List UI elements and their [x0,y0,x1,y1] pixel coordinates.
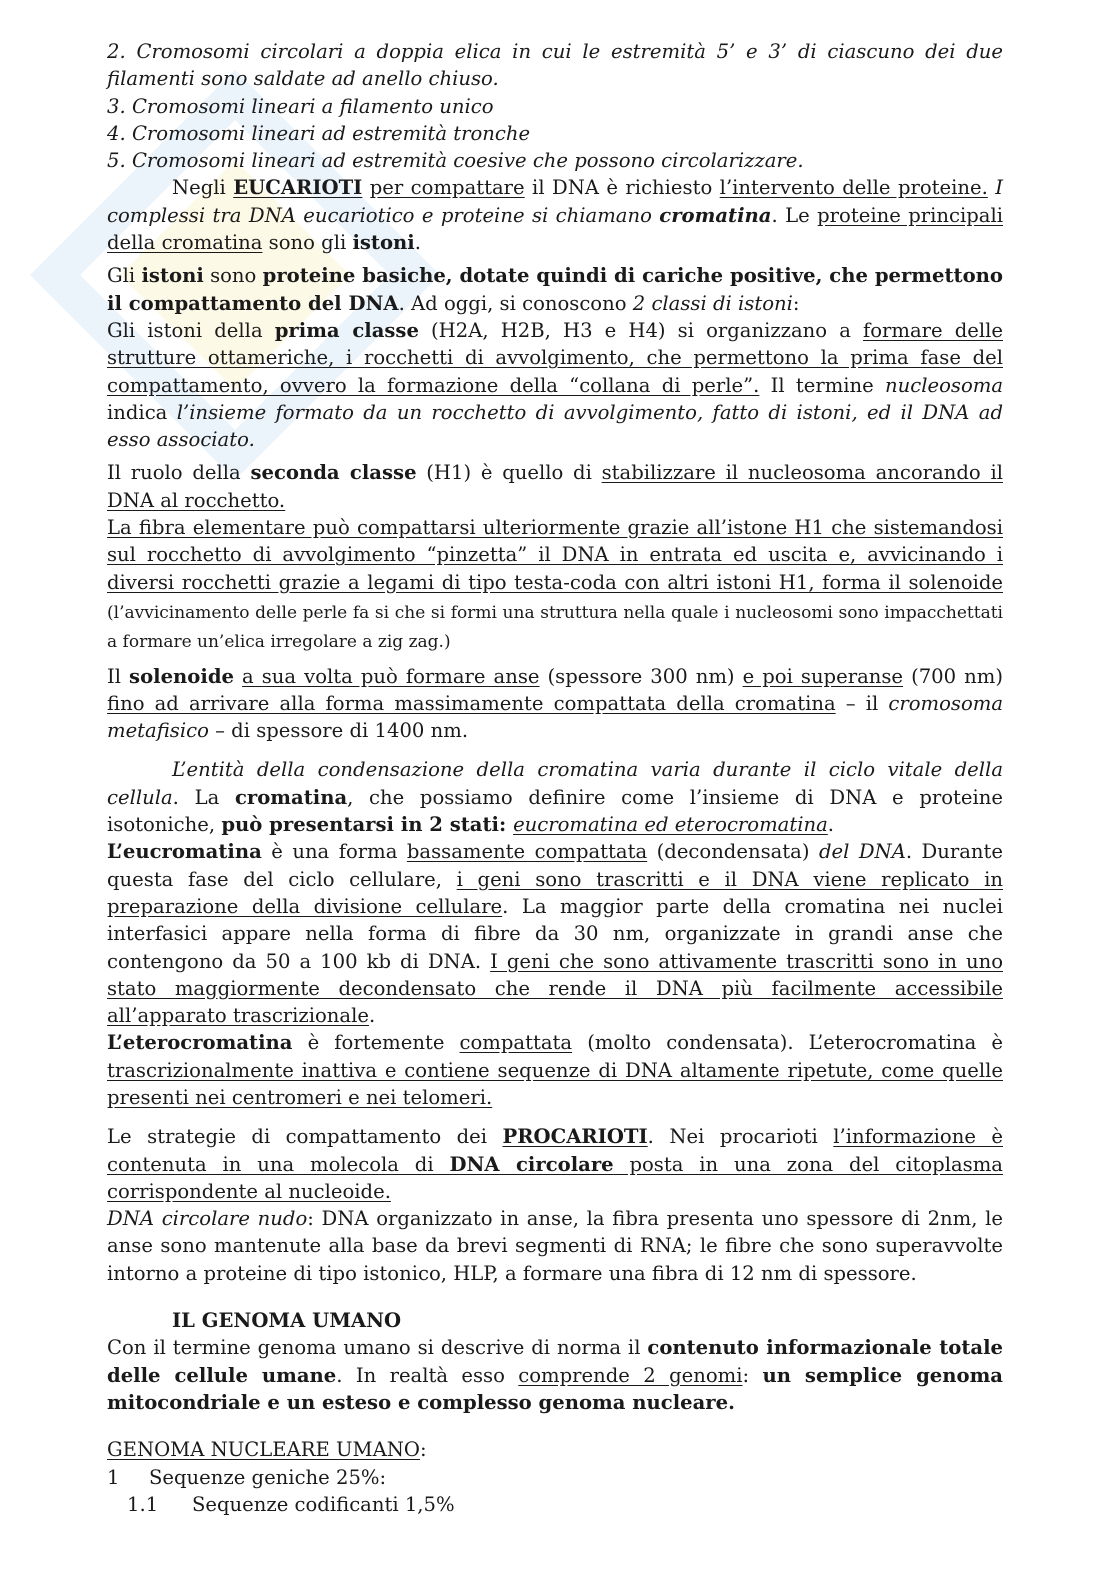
paragraph-solenoide: Il solenoide a sua volta può formare anse (spessore 300 nm) e poi superanse (700 nm) fino ad arrivare alla forma massimamente compattata della cromatina – il cromosoma metafisico – di spessore di 1400 nm. [107,664,1004,743]
paragraph-eterocromatina: L’eterocromatina è fortemente compattata (molto condensata). L’eterocromatina è trascrizionalmente inattiva e contiene sequenze di DNA altamente ripetute, come quelle presenti nei centromeri e nei telomeri. [107,1031,1003,1109]
subsection-heading: GENOMA NUCLEARE UMANO: [107,1438,427,1462]
list-item: 3. Cromosomi lineari a filamento unico [107,94,494,118]
paragraph-eucarioti: Negli EUCARIOTI per compattare il DNA è richiesto l’intervento delle proteine. I complessi tra DNA eucariotico e proteine si chiamano cromatina. Le proteine principali della cromatina sono gli istoni. [107,176,1003,255]
paragraph-seconda-classe: Il ruolo della seconda classe (H1) è quello di stabilizzare il nucleosoma ancorando il DNA al rocchetto. [107,461,1003,512]
paragraph-dna-nudo: DNA circolare nudo: DNA organizzato in anse, la fibra presenta uno spessore di 2nm, le anse sono mantenute alla base da brevi segmenti di RNA; le fibre che sono superavvolte intorno a proteine di tipo istonico, HLP, a formare una fibra di 12 nm di spessore. [107,1207,1004,1285]
list-item: 1 Sequenze geniche 25%: [107,1465,387,1489]
list-item: 5. Cromosomi lineari ad estremità coesive che possono circolarizzare. [107,149,804,173]
paragraph-prima-classe: Gli istoni della prima classe (H2A, H2B, H3 e H4) si organizzano a formare delle strutture ottameriche, i rocchetti di avvolgimento, che permettono la prima fase del compattamento, ovvero la formazione della “collana di perle”. Il termine nucleosoma indica l’insieme formato da un rocchetto di avvolgimento, fatto di istoni, ed il DNA ad esso associato. [107,318,1004,452]
list-item: 4. Cromosomi lineari ad estremità tronche [107,121,531,145]
paragraph-eucromatina: L’eucromatina è una forma bassamente compattata (decondensata) del DNA. Durante questa fase del ciclo cellulare, i geni sono trascritti e il DNA viene replicato in preparazione della divisione cellulare. La maggior parte della cromatina nei nuclei interfasici appare nella forma di fibre da 30 nm, organizzate in grandi anse che contengono da 50 a 100 kb di DNA. I geni che sono attivamente trascritti sono in uno stato maggiormente decondensato che rende il DNA più facilmente accessibile all’apparato trascrizionale. [107,840,1004,1028]
paragraph-fibra: La fibra elementare può compattarsi ulteriormente grazie all’istone H1 che sistemandosi sul rocchetto di avvolgimento “pinzetta” il DNA in entrata ed uscita e, avvicinando i diversi rocchetti grazie a legami di tipo testa-coda con altri istoni H1, forma il solenoide (l’avvicinamento delle perle fa si che si formi una struttura nella quale i nucleosomi sono impacchettati a formare un’elica irregolare a zig zag.) [107,516,1003,653]
list-item: 1.1 Sequenze codificanti 1,5% [127,1492,455,1516]
paragraph-procarioti: Le strategie di compattamento dei PROCARIOTI. Nei procarioti l’informazione è contenuta in una molecola di DNA circolare posta in una zona del citoplasma corrispondente al nucleoide. [107,1125,1003,1203]
section-heading: IL GENOMA UMANO [172,1309,402,1333]
document-page [107,38,1003,1518]
list-item: 2. Cromosomi circolari a doppia elica in cui le estremità 5’ e 3’ di ciascuno dei due filamenti sono saldate ad anello chiuso. [107,40,1003,91]
paragraph-genoma: Con il termine genoma umano si descrive di norma il contenuto informazionale totale delle cellule umane. In realtà esso comprende 2 genomi: un semplice genoma mitocondriale e un esteso e complesso genoma nucleare. [107,1336,1004,1414]
paragraph-condensazione: L’entità della condensazione della cromatina varia durante il ciclo vitale della cellula. La cromatina, che possiamo definire come l’insieme di DNA e proteine isotoniche, può presentarsi in 2 stati: eucromatina ed eterocromatina. [107,758,1003,837]
paragraph-istoni: Gli istoni sono proteine basiche, dotate quindi di cariche positive, che permettono il compattamento del DNA. Ad oggi, si conoscono 2 classi di istoni: [107,264,1003,315]
